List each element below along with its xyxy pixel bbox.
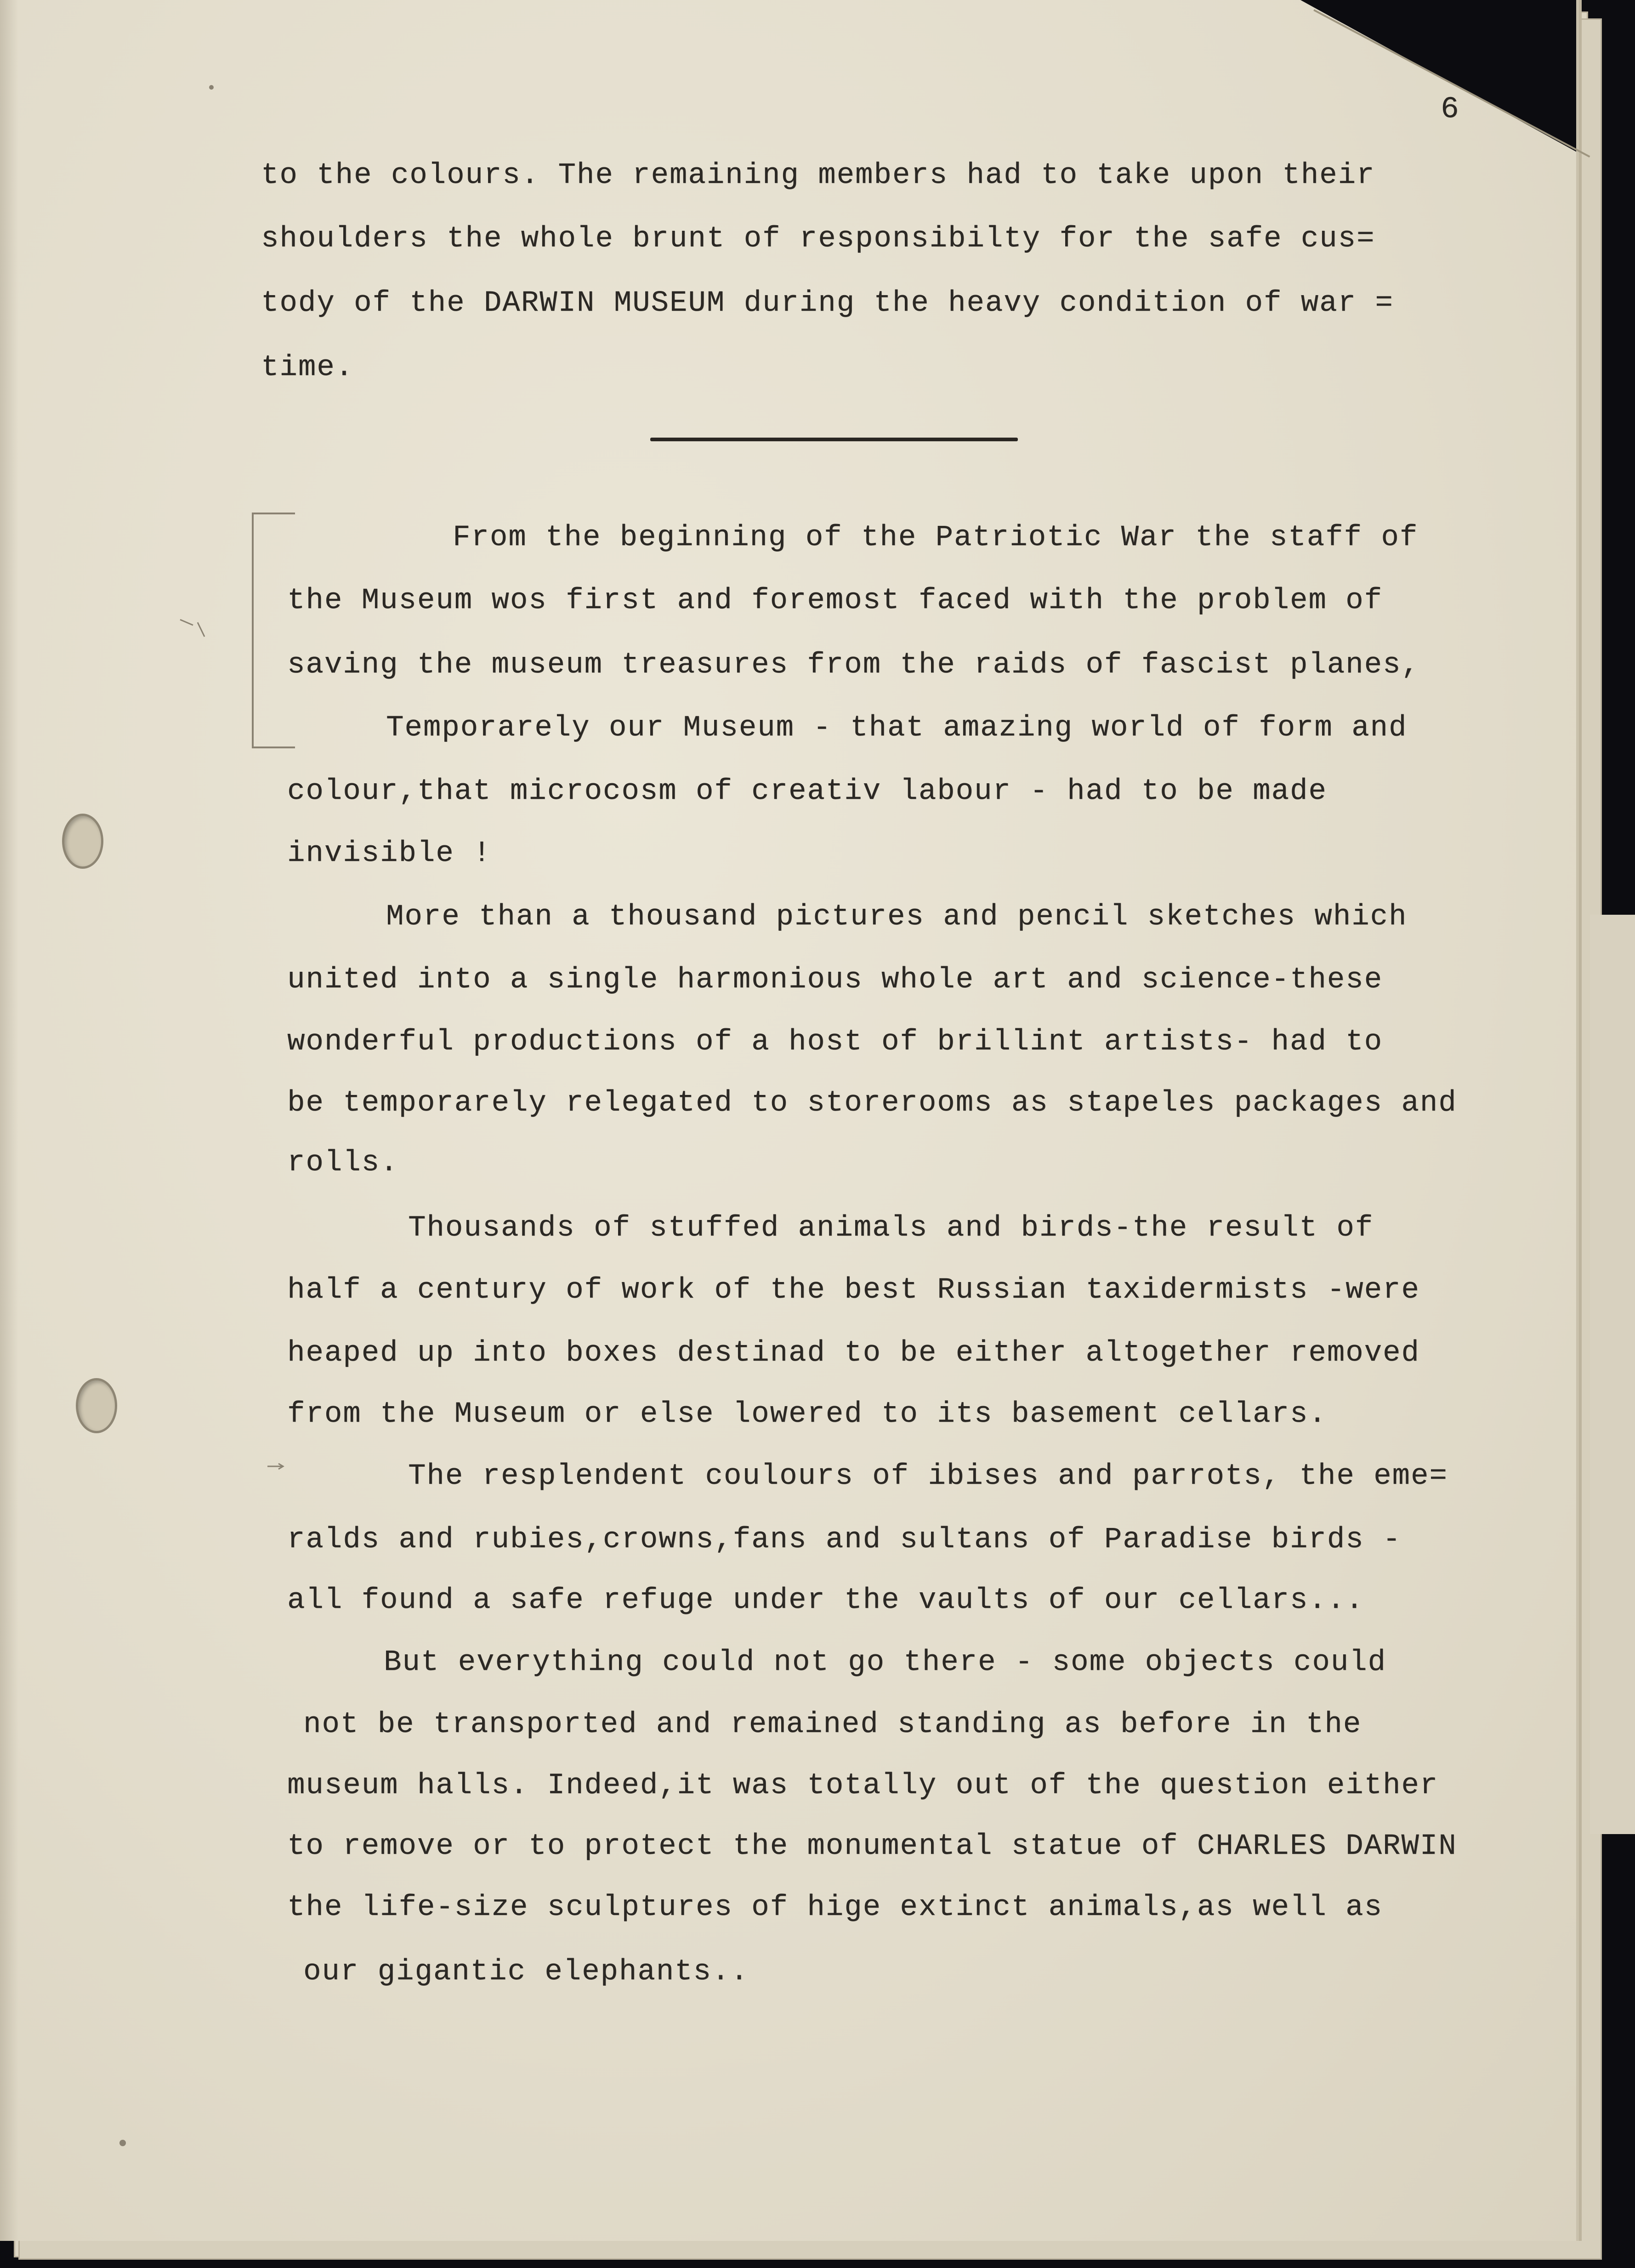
text-line: to remove or to protect the monumental statue of CHARLES DARWIN <box>287 1830 1457 1863</box>
text-line: half a century of work of the best Russian taxidermists -were <box>287 1274 1420 1307</box>
text-line: the Museum wos first and foremost faced with the problem of <box>287 584 1383 617</box>
text-line: museum halls. Indeed,it was totally out of the question either <box>287 1769 1439 1802</box>
text-line: heaped up into boxes destinad to be either altogether removed <box>287 1337 1420 1370</box>
text-line: all found a safe refuge under the vaults of our cellars... <box>287 1584 1364 1617</box>
pencil-arrow <box>267 1462 285 1471</box>
punch-hole <box>62 814 103 869</box>
text-line: From the beginning of the Patriotic War the staff of <box>453 521 1419 554</box>
text-line: united into a single harmonious whole art and science-these <box>287 963 1383 997</box>
text-line: to the colours. The remaining members had to take upon their <box>261 159 1375 192</box>
text-line: wonderful productions of a host of brillint artists- had to <box>287 1026 1383 1059</box>
text-line: the life-size sculptures of hige extinct animals,as well as <box>287 1891 1383 1924</box>
text-line: our gigantic elephants.. <box>303 1955 749 1989</box>
page-edge-shadow <box>0 0 18 2241</box>
page-number: 6 <box>1441 92 1460 126</box>
text-line: time. <box>261 351 354 384</box>
text-line: The resplendent coulours of ibises and parrots, the eme= <box>408 1460 1448 1493</box>
text-line: ralds and rubies,crowns,fans and sultans of Paradise birds - <box>287 1523 1402 1556</box>
text-line: invisible ! <box>287 837 492 870</box>
text-line: But everything could not go there - some objects could <box>384 1646 1386 1679</box>
text-line: Thousands of stuffed animals and birds-the result of <box>408 1212 1374 1245</box>
text-line: Temporarely our Museum - that amazing world of form and <box>386 712 1408 745</box>
text-line: from the Museum or else lowered to its basement cellars. <box>287 1398 1327 1431</box>
pencil-annotation <box>179 616 211 639</box>
text-line: not be transported and remained standing as before in the <box>303 1708 1362 1741</box>
text-line: be temporarely relegated to storerooms as stapeles packages and <box>287 1087 1457 1120</box>
paper-speck <box>119 2140 126 2146</box>
text-line: rolls. <box>287 1146 399 1180</box>
text-line: More than a thousand pictures and pencil sketches which <box>386 900 1408 934</box>
section-divider <box>650 438 1018 441</box>
text-line: tody of the DARWIN MUSEUM during the heavy condition of war = <box>261 287 1394 320</box>
paper-speck <box>209 85 214 90</box>
margin-bracket <box>252 513 295 748</box>
punch-hole <box>76 1378 117 1433</box>
text-line: saving the museum treasures from the raids of fascist planes, <box>287 649 1420 682</box>
underlying-sheet-edge <box>1590 915 1635 1834</box>
text-line: colour,that microcosm of creativ labour - had to be made <box>287 775 1327 808</box>
text-line: shoulders the whole brunt of responsibilty for the safe cus= <box>261 222 1375 256</box>
